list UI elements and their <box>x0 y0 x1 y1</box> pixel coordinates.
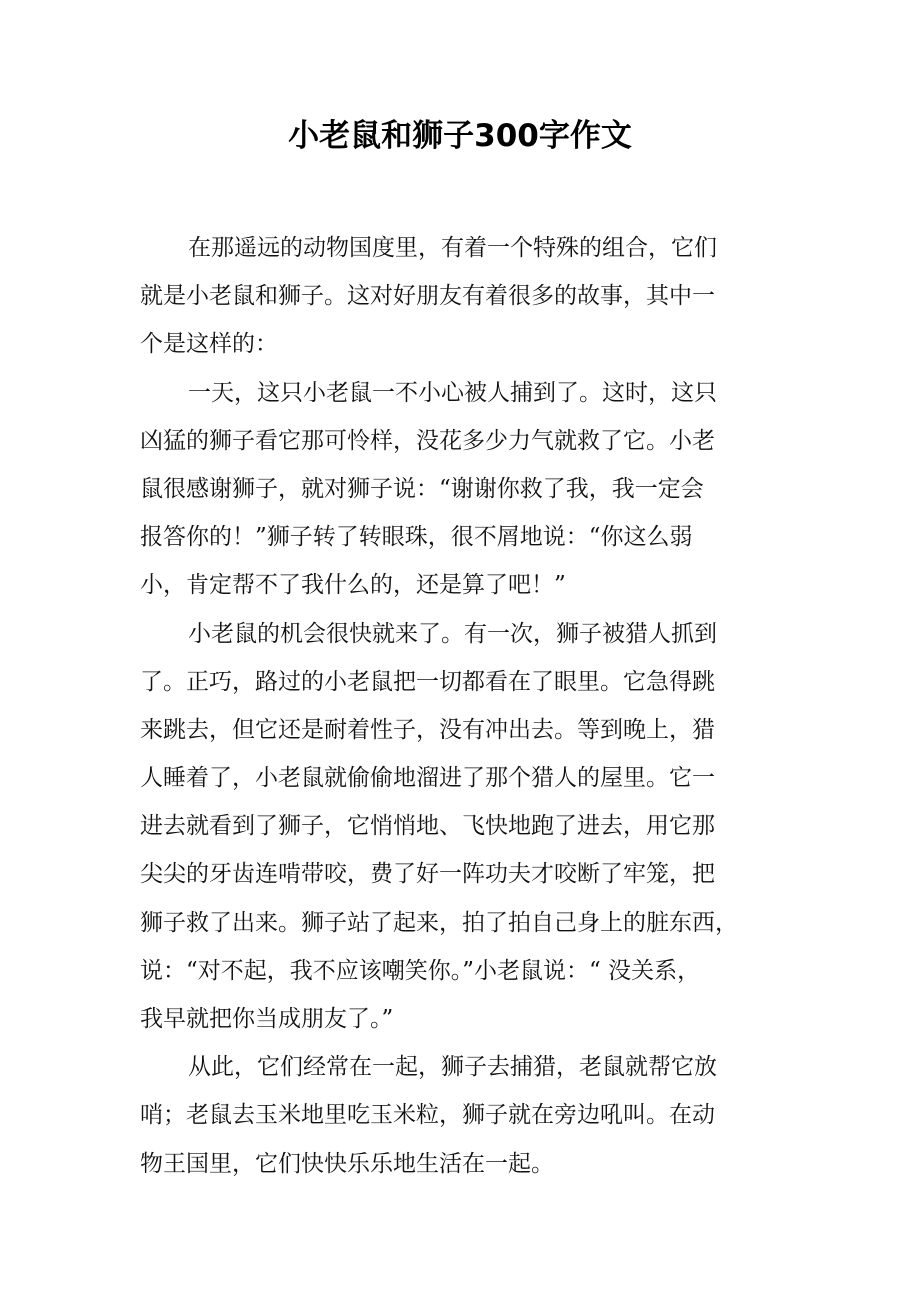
text-line: 狮子救了出来。狮子站了起来，拍了拍自己身上的脏东西， <box>140 909 738 936</box>
paragraph-first-line: 从此，它们经常在一起，狮子去捕猎，老鼠就帮它放 <box>188 1054 717 1081</box>
text-line: 尖尖的牙齿连啃带咬，费了好一阵功夫才咬断了牢笼，把 <box>140 861 715 888</box>
essay-body <box>140 224 800 1188</box>
text-line: 物王国里，它们快快乐乐地生活在一起。 <box>140 1150 554 1177</box>
text-line: 就是小老鼠和狮子。这对好朋友有着很多的故事，其中一 <box>140 283 715 310</box>
text-line: 凶猛的狮子看它那可怜样，没花多少力气就救了它。小老 <box>140 427 715 454</box>
text-line: 人睡着了，小老鼠就偷偷地溜进了那个猎人的屋里。它一 <box>140 765 715 792</box>
text-line: 来跳去，但它还是耐着性子，没有冲出去。等到晚上，猎 <box>140 716 715 743</box>
text-line: 哨；老鼠去玉米地里吃玉米粒，狮子就在旁边吼叫。在动 <box>140 1102 715 1129</box>
text-line: 说：“对不起，我不应该嘲笑你。”小老鼠说：“ 没关系， <box>140 957 701 984</box>
text-line: 鼠很感谢狮子，就对狮子说：“谢谢你救了我，我一定会 <box>140 475 704 502</box>
text-line: 报答你的！”狮子转了转眼珠，很不屑地说：“你这么弱 <box>140 524 693 551</box>
text-line: 我早就把你当成朋友了。” <box>140 1006 394 1032</box>
text-line: 进去就看到了狮子，它悄悄地、飞快地跑了进去，用它那 <box>140 813 715 840</box>
text-line: 了。正巧，路过的小老鼠把一切都看在了眼里。它急得跳 <box>140 668 715 695</box>
text-line: 小，肯定帮不了我什么的，还是算了吧！” <box>140 572 566 599</box>
document-title: 小老鼠和狮子300字作文 <box>288 118 632 154</box>
paragraph-first-line: 小老鼠的机会很快就来了。有一次，狮子被猎人抓到 <box>188 620 717 647</box>
paragraph-first-line: 在那遥远的动物国度里，有着一个特殊的组合，它们 <box>188 235 717 261</box>
paragraph-first-line: 一天，这只小老鼠一不小心被人捕到了。这时，这只 <box>188 379 717 406</box>
text-line: 个是这样的： <box>140 331 278 358</box>
